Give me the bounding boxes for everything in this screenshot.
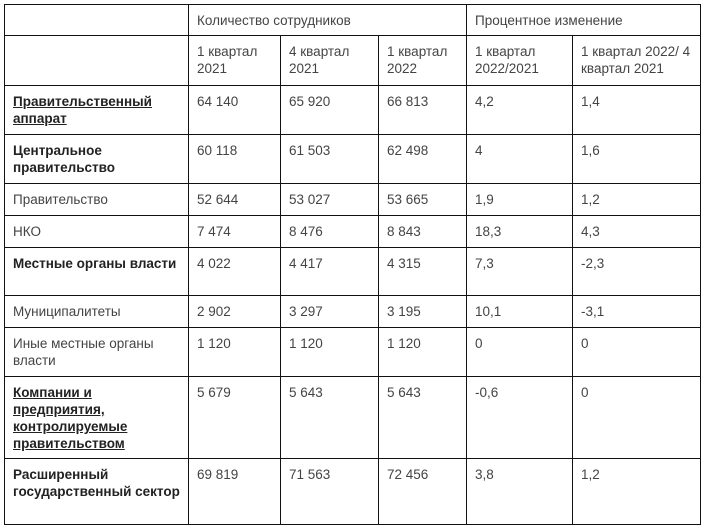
cell-pct-qoq: -2,3 (573, 248, 701, 296)
group-header-row (5, 5, 701, 36)
row-label: Расширенный государственный сектор (5, 459, 189, 525)
cell-q1-2021: 64 140 (189, 86, 281, 135)
cell-q1-2022: 72 456 (379, 459, 467, 525)
row-label: Муниципалитеты (5, 296, 189, 328)
cell-q1-2021: 4 022 (189, 248, 281, 296)
empty-corner-cell (5, 5, 189, 36)
cell-pct-yoy: 0 (467, 328, 573, 377)
table-row (5, 296, 701, 328)
column-header-q1-2022: 1 квартал 2022 (379, 36, 467, 86)
empty-label-header-cell (5, 36, 189, 86)
row-label: Местные органы власти (5, 248, 189, 296)
cell-q1-2021: 60 118 (189, 135, 281, 184)
employees-group-header: Количество сотрудников (189, 5, 467, 36)
cell-pct-qoq: 0 (573, 377, 701, 459)
cell-q4-2021: 5 643 (281, 377, 379, 459)
column-header-pct-yoy: 1 квартал 2022/2021 (467, 36, 573, 86)
cell-pct-qoq: 1,2 (573, 459, 701, 525)
table-row (5, 459, 701, 525)
cell-pct-yoy: 3,8 (467, 459, 573, 525)
cell-q1-2022: 5 643 (379, 377, 467, 459)
cell-pct-qoq: 0 (573, 328, 701, 377)
row-label: Правительство (5, 184, 189, 216)
cell-q1-2021: 69 819 (189, 459, 281, 525)
cell-pct-qoq: 1,2 (573, 184, 701, 216)
column-header-pct-qoq: 1 квартал 2022/ 4 квартал 2021 (573, 36, 701, 86)
table-row (5, 248, 701, 296)
cell-pct-qoq: 1,4 (573, 86, 701, 135)
cell-q1-2021: 2 902 (189, 296, 281, 328)
cell-q1-2022: 4 315 (379, 248, 467, 296)
cell-q4-2021: 3 297 (281, 296, 379, 328)
cell-pct-yoy: 4 (467, 135, 573, 184)
cell-q4-2021: 65 920 (281, 86, 379, 135)
cell-pct-yoy: 10,1 (467, 296, 573, 328)
column-header-q1-2021: 1 квартал 2021 (189, 36, 281, 86)
cell-q1-2022: 1 120 (379, 328, 467, 377)
cell-pct-qoq: 1,6 (573, 135, 701, 184)
cell-q1-2022: 8 843 (379, 216, 467, 248)
table-row (5, 377, 701, 459)
table-row (5, 86, 701, 135)
cell-pct-yoy: 18,3 (467, 216, 573, 248)
column-header-row (5, 36, 701, 86)
cell-pct-yoy: -0,6 (467, 377, 573, 459)
cell-q1-2021: 5 679 (189, 377, 281, 459)
cell-pct-yoy: 4,2 (467, 86, 573, 135)
row-label: Правительственный аппарат (5, 86, 189, 135)
cell-q4-2021: 61 503 (281, 135, 379, 184)
cell-pct-qoq: 4,3 (573, 216, 701, 248)
cell-q4-2021: 8 476 (281, 216, 379, 248)
table-row (5, 184, 701, 216)
cell-q1-2022: 62 498 (379, 135, 467, 184)
cell-q4-2021: 4 417 (281, 248, 379, 296)
cell-q1-2022: 66 813 (379, 86, 467, 135)
cell-pct-yoy: 7,3 (467, 248, 573, 296)
cell-q4-2021: 1 120 (281, 328, 379, 377)
cell-q1-2021: 1 120 (189, 328, 281, 377)
cell-q1-2021: 52 644 (189, 184, 281, 216)
cell-q1-2021: 7 474 (189, 216, 281, 248)
row-label: Компании и предприятия, контролируемые правительством (5, 377, 189, 459)
cell-q4-2021: 53 027 (281, 184, 379, 216)
row-label: Иные местные органы власти (5, 328, 189, 377)
cell-q4-2021: 71 563 (281, 459, 379, 525)
row-label: Центральное правительство (5, 135, 189, 184)
table-row (5, 135, 701, 184)
cell-pct-yoy: 1,9 (467, 184, 573, 216)
cell-pct-qoq: -3,1 (573, 296, 701, 328)
table-row (5, 216, 701, 248)
percent-change-group-header: Процентное изменение (467, 5, 701, 36)
employment-table (4, 4, 701, 525)
cell-q1-2022: 3 195 (379, 296, 467, 328)
column-header-q4-2021: 4 квартал 2021 (281, 36, 379, 86)
row-label: НКО (5, 216, 189, 248)
cell-q1-2022: 53 665 (379, 184, 467, 216)
table-row (5, 328, 701, 377)
